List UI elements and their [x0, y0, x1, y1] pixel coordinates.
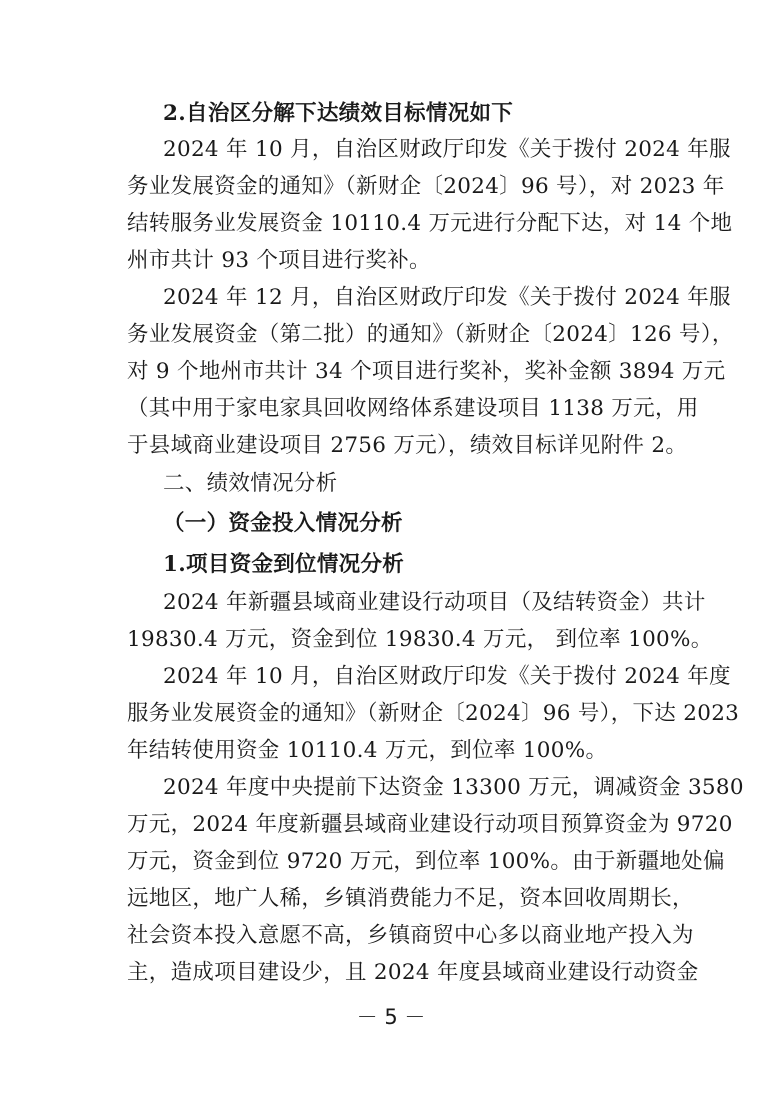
paragraph-2-line-3: 对 9 个地州市共计 34 个项目进行奖补，奖补金额 3894 万元: [127, 359, 726, 384]
paragraph-5-line-2: 万元，2024 年度新疆县域商业建设行动项目预算资金为 9720: [127, 812, 733, 837]
heading-2: 2.自治区分解下达绩效目标情况如下: [163, 101, 514, 126]
paragraph-5-line-1: 2024 年度中央提前下达资金 13300 万元，调减资金 3580: [163, 775, 744, 800]
paragraph-5-line-5: 社会资本投入意愿不高，乡镇商贸中心多以商业地产投入为: [127, 923, 694, 948]
heading-1: 1.项目资金到位情况分析: [163, 552, 405, 577]
paragraph-2-line-4: （其中用于家电家具回收网络体系建设项目 1138 万元，用: [127, 396, 699, 421]
paragraph-5-line-4: 远地区，地广人稀，乡镇消费能力不足，资本回收周期长，: [127, 886, 694, 911]
section-heading: 二、绩效情况分析: [163, 471, 338, 496]
paragraph-3-line-1: 2024 年新疆县域商业建设行动项目（及结转资金）共计: [163, 590, 706, 615]
page-number: － 5 －: [356, 1005, 426, 1029]
paragraph-5-line-6: 主，造成项目建设少，且 2024 年度县域商业建设行动资金: [127, 960, 699, 985]
paragraph-4-line-1: 2024 年 10 月，自治区财政厅印发《关于拨付 2024 年度: [163, 664, 731, 689]
paragraph-2-line-1: 2024 年 12 月，自治区财政厅印发《关于拨付 2024 年服: [163, 285, 731, 310]
subsection-heading: （一）资金投入情况分析: [163, 511, 403, 536]
paragraph-4-line-3: 年结转使用资金 10110.4 万元，到位率 100%。: [127, 738, 608, 763]
paragraph-1-line-2: 务业发展资金的通知》（新财企〔2024〕96 号），对 2023 年: [127, 174, 725, 199]
paragraph-4-line-2: 服务业发展资金的通知》（新财企〔2024〕96 号），下达 2023: [127, 701, 740, 726]
paragraph-1-line-4: 州市共计 93 个项目进行奖补。: [127, 248, 431, 273]
paragraph-5-line-3: 万元，资金到位 9720 万元，到位率 100%。由于新疆地处偏: [127, 849, 725, 874]
paragraph-2-line-2: 务业发展资金（第二批）的通知》（新财企〔2024〕126 号），: [127, 322, 734, 347]
paragraph-3-line-2: 19830.4 万元，资金到位 19830.4 万元， 到位率 100%。: [127, 627, 713, 652]
paragraph-1-line-3: 结转服务业发展资金 10110.4 万元进行分配下达，对 14 个地: [127, 211, 733, 236]
paragraph-1-line-1: 2024 年 10 月，自治区财政厅印发《关于拨付 2024 年服: [163, 137, 731, 162]
paragraph-2-line-5: 于县域商业建设项目 2756 万元），绩效目标详见附件 2。: [127, 433, 688, 458]
